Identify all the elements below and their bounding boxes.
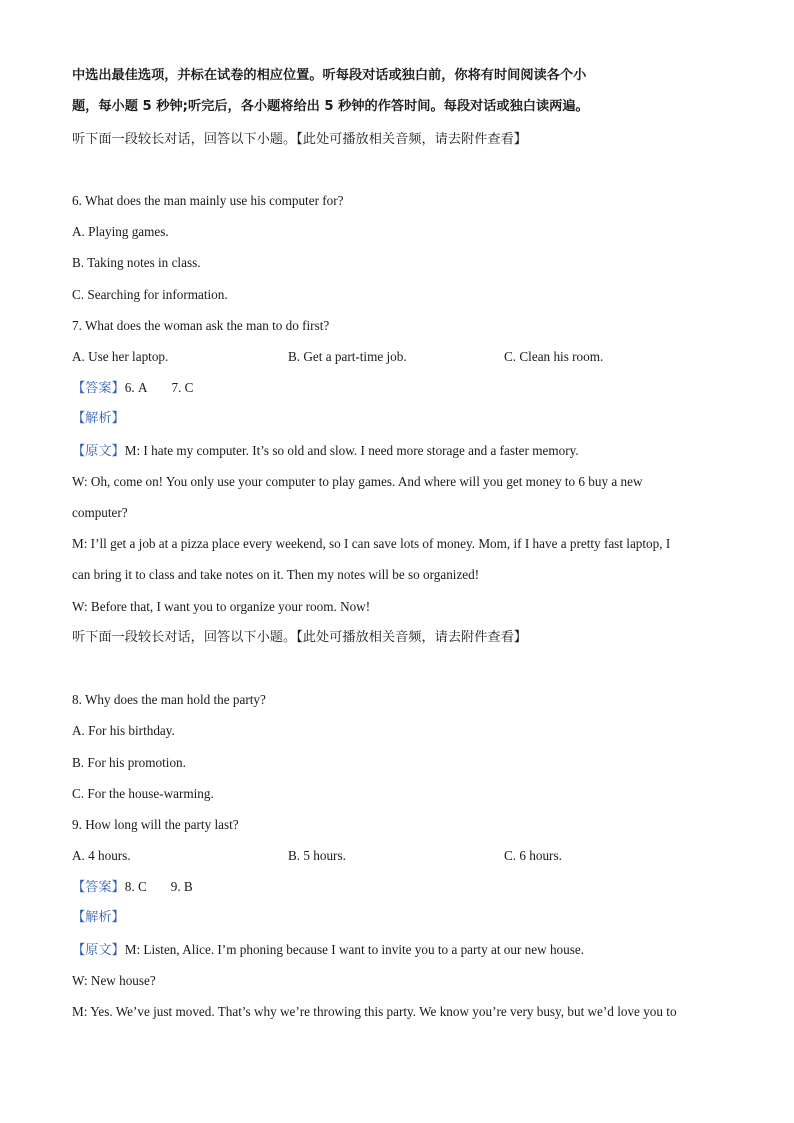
transcript-1-line-2: W: Oh, come on! You only use your computer to play games. And where will you get money to 6 buy a new [72, 474, 643, 489]
answer-tag: 【答案】 [72, 381, 125, 396]
question-8-option-c: C. For the house-warming. [72, 786, 214, 801]
transcript-1-line-4: M: I’ll get a job at a pizza place every weekend, so I can save lots of money. Mom, if I have a pretty fast laptop, I [72, 536, 671, 551]
question-7-option-a: A. Use her laptop. [72, 349, 169, 364]
transcript-1-line-3: computer? [72, 505, 128, 520]
transcript-tag: 【原文】 [72, 444, 125, 459]
question-9-option-a: A. 4 hours. [72, 848, 131, 863]
question-8-option-b: B. For his promotion. [72, 755, 186, 770]
transcript-tag: 【原文】 [72, 943, 125, 958]
transcript-2-line-1 [72, 940, 584, 961]
question-9-stem: 9. How long will the party last? [72, 817, 239, 832]
section1-instruction: 听下面一段较长对话，回答以下小题。【此处可播放相关音频，请去附件查看】 [72, 132, 527, 147]
transcript-1-line-5: can bring it to class and take notes on it. Then my notes will be so organized! [72, 567, 480, 582]
answer-line-1 [72, 378, 193, 398]
answer-8: 8. C [124, 879, 147, 894]
question-6-stem: 6. What does the man mainly use his computer for? [72, 193, 344, 208]
question-6-option-c: C. Searching for information. [72, 287, 228, 302]
transcript-2-line-2: W: New house? [72, 973, 156, 988]
question-9-option-b: B. 5 hours. [288, 848, 346, 863]
question-7-option-c: C. Clean his room. [504, 349, 604, 364]
question-6-option-b: B. Taking notes in class. [72, 255, 201, 270]
analysis-tag-1: 【解析】 [72, 411, 125, 426]
intro-line-1: 中选出最佳选项，并标在试卷的相应位置。听每段对话或独白前，你将有时间阅读各个小 [72, 68, 587, 83]
question-9-options [72, 846, 722, 866]
question-7-option-b: B. Get a part-time job. [288, 349, 407, 364]
analysis-tag-2: 【解析】 [72, 910, 125, 925]
question-9-option-c: C. 6 hours. [504, 848, 562, 863]
answer-line-2 [72, 877, 193, 897]
transcript-2-line-3: M: Yes. We’ve just moved. That’s why we’re throwing this party. We know you’re very busy, but we’d love you to [72, 1004, 677, 1019]
transcript-2-text-1: M: Listen, Alice. I’m phoning because I want to invite you to a party at our new house. [124, 942, 585, 957]
section2-instruction: 听下面一段较长对话，回答以下小题。【此处可播放相关音频，请去附件查看】 [72, 630, 527, 645]
answer-7: 7. C [171, 380, 194, 395]
question-6-option-a: A. Playing games. [72, 224, 169, 239]
question-8-option-a: A. For his birthday. [72, 723, 175, 738]
question-8-stem: 8. Why does the man hold the party? [72, 692, 266, 707]
answer-6: 6. A [124, 380, 148, 395]
transcript-1-line-1 [72, 441, 579, 462]
question-7-stem: 7. What does the woman ask the man to do first? [72, 318, 330, 333]
answer-9: 9. B [170, 879, 193, 894]
transcript-1-line-6: W: Before that, I want you to organize your room. Now! [72, 599, 371, 614]
answer-tag: 【答案】 [72, 880, 125, 895]
question-7-options [72, 347, 722, 367]
transcript-1-text-1: M: I hate my computer. It’s so old and slow. I need more storage and a faster memory. [124, 443, 579, 458]
intro-line-2: 题，每小题 5 秒钟;听完后，各小题将给出 5 秒钟的作答时间。每段对话或独白读两遍。 [72, 99, 589, 114]
